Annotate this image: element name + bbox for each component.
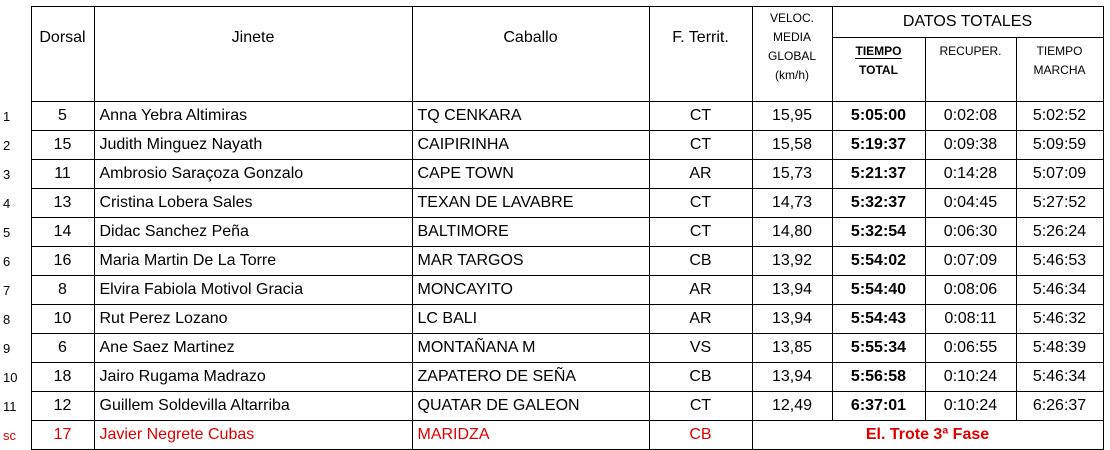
recuper-header-line: RECUPER. bbox=[939, 44, 1002, 58]
rank-cell: 10 bbox=[3, 369, 18, 385]
veloc-header bbox=[752, 7, 832, 100]
caballo-cell: BALTIMORE bbox=[412, 218, 649, 247]
tiempo-marcha-cell: 5:46:34 bbox=[1016, 276, 1103, 305]
territ-cell: CT bbox=[649, 131, 752, 160]
dorsal-cell: 8 bbox=[31, 276, 94, 305]
tiempo-marcha-header-line: MARCHA bbox=[1033, 63, 1086, 77]
table-row bbox=[0, 218, 1103, 247]
veloc-header-line: MEDIA bbox=[772, 30, 811, 44]
rank-cell: 4 bbox=[3, 195, 11, 211]
tiempo-total-cell: 6:37:01 bbox=[832, 392, 925, 421]
jinete-header: Jinete bbox=[94, 7, 412, 100]
tiempo-total-cell: 5:05:00 bbox=[832, 102, 925, 131]
territ-cell: CB bbox=[649, 363, 752, 392]
recuper-cell: 0:04:45 bbox=[925, 189, 1016, 218]
recuper-cell: 0:02:08 bbox=[925, 102, 1016, 131]
rank-cell: 2 bbox=[3, 137, 11, 153]
territ-cell: CB bbox=[649, 421, 752, 450]
veloc-header-line: (km/h) bbox=[775, 68, 809, 82]
caballo-cell: MONCAYITO bbox=[412, 276, 649, 305]
elimination-note: El. Trote 3ª Fase bbox=[752, 421, 1103, 450]
rank-cell: 8 bbox=[3, 311, 11, 327]
dorsal-cell: 10 bbox=[31, 305, 94, 334]
veloc-header-line: GLOBAL bbox=[767, 49, 817, 63]
rank-cell: 9 bbox=[3, 340, 11, 356]
caballo-cell: MONTAÑANA M bbox=[412, 334, 649, 363]
dorsal-cell: 5 bbox=[31, 102, 94, 131]
rank-header bbox=[0, 7, 31, 100]
tiempo-total-cell: 5:32:54 bbox=[832, 218, 925, 247]
rank-cell: 11 bbox=[3, 398, 17, 414]
recuper-cell: 0:07:09 bbox=[925, 247, 1016, 276]
jinete-cell: Guillem Soldevilla Altarriba bbox=[94, 392, 412, 421]
tiempo-marcha-cell: 5:27:52 bbox=[1016, 189, 1103, 218]
dorsal-cell: 6 bbox=[31, 334, 94, 363]
tiempo-marcha-cell: 5:07:09 bbox=[1016, 160, 1103, 189]
dorsal-cell: 14 bbox=[31, 218, 94, 247]
jinete-cell: Ambrosio Saraçoza Gonzalo bbox=[94, 160, 412, 189]
territ-cell: AR bbox=[649, 160, 752, 189]
dorsal-cell: 12 bbox=[31, 392, 94, 421]
caballo-cell: MARIDZA bbox=[412, 421, 649, 450]
caballo-cell: LC BALI bbox=[412, 305, 649, 334]
dorsal-cell: 11 bbox=[31, 160, 94, 189]
tiempo-total-cell: 5:54:40 bbox=[832, 276, 925, 305]
results-table bbox=[0, 6, 1104, 450]
dorsal-cell: 17 bbox=[31, 421, 94, 450]
tiempo-total-cell: 5:32:37 bbox=[832, 189, 925, 218]
jinete-cell: Ane Saez Martinez bbox=[94, 334, 412, 363]
table-row bbox=[0, 160, 1103, 189]
tiempo-marcha-cell: 6:26:37 bbox=[1016, 392, 1103, 421]
recuper-cell: 0:10:24 bbox=[925, 392, 1016, 421]
recuper-cell: 0:14:28 bbox=[925, 160, 1016, 189]
tiempo-marcha-cell: 5:09:59 bbox=[1016, 131, 1103, 160]
veloc-cell: 13,94 bbox=[752, 276, 832, 305]
territ-header: F. Territ. bbox=[649, 7, 752, 100]
recuper-cell: 0:08:06 bbox=[925, 276, 1016, 305]
dorsal-cell: 15 bbox=[31, 131, 94, 160]
rank-cell: 5 bbox=[3, 224, 11, 240]
caballo-header: Caballo bbox=[412, 7, 649, 100]
caballo-cell: CAIPIRINHA bbox=[412, 131, 649, 160]
caballo-cell: MAR TARGOS bbox=[412, 247, 649, 276]
territ-cell: VS bbox=[649, 334, 752, 363]
tiempo-total-header bbox=[832, 38, 925, 100]
jinete-cell: Maria Martin De La Torre bbox=[94, 247, 412, 276]
recuper-cell: 0:06:55 bbox=[925, 334, 1016, 363]
veloc-cell: 13,94 bbox=[752, 305, 832, 334]
tiempo-total-header-line: TIEMPO bbox=[855, 44, 902, 58]
veloc-cell: 15,73 bbox=[752, 160, 832, 189]
tiempo-marcha-cell: 5:26:24 bbox=[1016, 218, 1103, 247]
recuper-cell: 0:06:30 bbox=[925, 218, 1016, 247]
table-row bbox=[0, 276, 1103, 305]
table-row bbox=[0, 189, 1103, 218]
veloc-cell: 13,94 bbox=[752, 363, 832, 392]
rank-cell: 7 bbox=[3, 282, 11, 298]
table-row bbox=[0, 131, 1103, 160]
tiempo-marcha-header bbox=[1016, 38, 1103, 100]
caballo-cell: QUATAR DE GALEON bbox=[412, 392, 649, 421]
dorsal-header: Dorsal bbox=[31, 7, 94, 100]
territ-cell: CT bbox=[649, 392, 752, 421]
dorsal-cell: 13 bbox=[31, 189, 94, 218]
tiempo-marcha-cell: 5:46:53 bbox=[1016, 247, 1103, 276]
jinete-cell: Cristina Lobera Sales bbox=[94, 189, 412, 218]
territ-cell: CB bbox=[649, 247, 752, 276]
table-row bbox=[0, 247, 1103, 276]
veloc-cell: 14,73 bbox=[752, 189, 832, 218]
veloc-header-line: VELOC. bbox=[769, 11, 814, 25]
territ-cell: AR bbox=[649, 276, 752, 305]
dorsal-cell: 16 bbox=[31, 247, 94, 276]
recuper-cell: 0:10:24 bbox=[925, 363, 1016, 392]
rank-cell: 3 bbox=[3, 166, 11, 182]
tiempo-marcha-cell: 5:02:52 bbox=[1016, 102, 1103, 131]
rank-cell: 6 bbox=[3, 253, 11, 269]
jinete-cell: Rut Perez Lozano bbox=[94, 305, 412, 334]
tiempo-total-cell: 5:21:37 bbox=[832, 160, 925, 189]
tiempo-total-cell: 5:54:43 bbox=[832, 305, 925, 334]
jinete-cell: Javier Negrete Cubas bbox=[94, 421, 412, 450]
veloc-cell: 14,80 bbox=[752, 218, 832, 247]
sc-row bbox=[0, 421, 1103, 450]
jinete-cell: Elvira Fabiola Motivol Gracia bbox=[94, 276, 412, 305]
territ-cell: CT bbox=[649, 218, 752, 247]
jinete-cell: Didac Sanchez Peña bbox=[94, 218, 412, 247]
veloc-cell: 12,49 bbox=[752, 392, 832, 421]
jinete-cell: Anna Yebra Altimiras bbox=[94, 102, 412, 131]
tiempo-marcha-cell: 5:46:34 bbox=[1016, 363, 1103, 392]
recuper-cell: 0:09:38 bbox=[925, 131, 1016, 160]
tiempo-total-cell: 5:55:34 bbox=[832, 334, 925, 363]
table-row bbox=[0, 102, 1103, 131]
jinete-cell: Judith Minguez Nayath bbox=[94, 131, 412, 160]
datos-totales-header: DATOS TOTALES bbox=[832, 7, 1103, 38]
territ-cell: CT bbox=[649, 189, 752, 218]
tiempo-total-cell: 5:56:58 bbox=[832, 363, 925, 392]
results-body bbox=[0, 102, 1103, 450]
table-row bbox=[0, 334, 1103, 363]
territ-cell: CT bbox=[649, 102, 752, 131]
caballo-cell: ZAPATERO DE SEÑA bbox=[412, 363, 649, 392]
tiempo-total-cell: 5:54:02 bbox=[832, 247, 925, 276]
tiempo-marcha-cell: 5:46:32 bbox=[1016, 305, 1103, 334]
tiempo-marcha-cell: 5:48:39 bbox=[1016, 334, 1103, 363]
table-row bbox=[0, 305, 1103, 334]
rank-cell: 1 bbox=[3, 108, 11, 124]
tiempo-total-cell: 5:19:37 bbox=[832, 131, 925, 160]
rank-cell: sc bbox=[3, 427, 16, 443]
tiempo-total-header-line: TOTAL bbox=[859, 63, 898, 77]
table-row bbox=[0, 363, 1103, 392]
caballo-cell: TEXAN DE LAVABRE bbox=[412, 189, 649, 218]
territ-cell: AR bbox=[649, 305, 752, 334]
tiempo-marcha-header-line: TIEMPO bbox=[1036, 44, 1083, 58]
veloc-cell: 13,92 bbox=[752, 247, 832, 276]
veloc-cell: 15,58 bbox=[752, 131, 832, 160]
dorsal-cell: 18 bbox=[31, 363, 94, 392]
jinete-cell: Jairo Rugama Madrazo bbox=[94, 363, 412, 392]
caballo-cell: TQ CENKARA bbox=[412, 102, 649, 131]
veloc-cell: 15,95 bbox=[752, 102, 832, 131]
recuper-cell: 0:08:11 bbox=[925, 305, 1016, 334]
caballo-cell: CAPE TOWN bbox=[412, 160, 649, 189]
recuper-header bbox=[925, 38, 1016, 100]
veloc-cell: 13,85 bbox=[752, 334, 832, 363]
table-row bbox=[0, 392, 1103, 421]
